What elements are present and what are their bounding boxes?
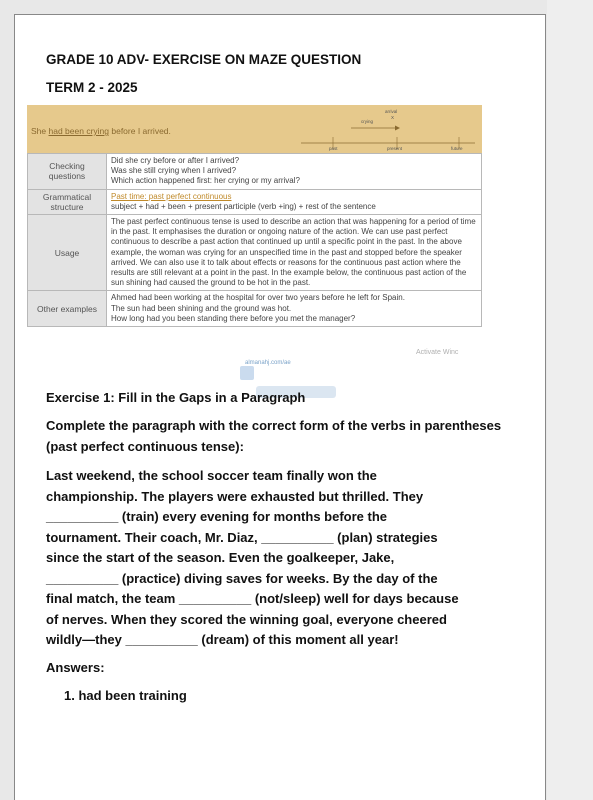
row-content (107, 291, 482, 327)
answers-label: Answers: (46, 660, 105, 675)
content-line: Ahmed had been working at the hospital for over two years before he left for Spain. (111, 293, 405, 303)
paragraph-line: final match, the team __________ (not/sleep) well for days because (46, 591, 459, 606)
row-label: Grammatical structure (28, 189, 107, 214)
exercise-paragraph (46, 466, 506, 651)
row-label: Other examples (28, 291, 107, 327)
table-row (28, 215, 482, 291)
paragraph-line: wildly—they __________ (dream) of this moment all year! (46, 632, 399, 647)
paragraph-line: __________ (practice) diving saves for weeks. By the day of the (46, 570, 438, 586)
content-line: The sun had been shining and the ground was hot. (111, 303, 292, 313)
row-label: Usage (28, 215, 107, 291)
table-row (28, 291, 482, 327)
content-line: subject + had + been + present participle (verb +ing) + rest of the sentence (111, 201, 376, 211)
example-sentence (31, 126, 171, 136)
row-content (107, 154, 482, 190)
content-line: Which action happened first: her crying or my arrival? (111, 176, 300, 186)
example-sentence-band (27, 105, 482, 153)
document-term: TERM 2 - 2025 (46, 80, 138, 95)
watermark-url: almanahj.com/ae (245, 360, 291, 366)
paragraph-line: of nerves. When they scored the winning goal, everyone cheered (46, 611, 447, 627)
document-title: GRADE 10 ADV- EXERCISE ON MAZE QUESTION (46, 52, 362, 67)
table-row (28, 189, 482, 214)
timeline-label-crying: crying (361, 119, 374, 124)
timeline-label-present: present (387, 146, 403, 151)
activate-windows-watermark: Activate Winc (416, 349, 459, 356)
timeline-label-future: future (451, 146, 463, 151)
paragraph-line: tournament. Their coach, Mr. Diaz, __________ (plan) strategies (46, 529, 438, 545)
sentence-post: before I arrived. (109, 126, 171, 136)
table-row (28, 154, 482, 190)
row-label: Checking questions (28, 154, 107, 190)
row-content (107, 189, 482, 214)
exercise-instruction: Complete the paragraph with the correct form of the verbs in parentheses (past perfect continuous tense): (46, 418, 502, 454)
timeline-label-x: X (391, 115, 395, 120)
paragraph-line: championship. The players were exhausted but thrilled. They (46, 488, 424, 504)
content-line: How long had you been standing there before you met the manager? (111, 313, 356, 323)
paragraph-line: since the start of the season. Even the goalkeeper, Jake, (46, 550, 395, 565)
content-line: Was she still crying when I arrived? (111, 166, 237, 176)
paragraph-line: __________ (train) every evening for months before the (46, 509, 388, 524)
row-content: The past perfect continuous tense is used to describe an action that was happening for a period of time in the past. It emphasises the duration or ongoing nature of the action. We can use past perfect continuous to describe a past action that continued up until a specific point in the past. In the above example, the woman was crying for an unspecified time in the past and stopped before the speaker arrived. We can also use it to talk about effects or reasons for the continuous past action where the results are still relevant at a point in the past. In the example below, the continuous past action of the sun shining had caused the ground to be hot in the past. (107, 215, 482, 291)
grammar-table (27, 153, 482, 327)
structure-title: Past time: past perfect continuous (111, 191, 232, 201)
timeline-diagram (295, 105, 480, 153)
exercise-heading: Exercise 1: Fill in the Gaps in a Paragraph (46, 390, 306, 405)
sentence-verb: had been crying (48, 126, 109, 136)
timeline-label-past: past (329, 146, 338, 151)
content-line: Did she cry before or after I arrived? (111, 156, 240, 165)
answer-item: 1. had been training (64, 688, 187, 703)
paragraph-line: Last weekend, the school soccer team finally won the (46, 468, 377, 483)
sentence-pre: She (31, 126, 49, 136)
viewer-background-strip (547, 0, 593, 800)
arrow-head-icon (395, 126, 400, 131)
timeline-label-arrival: arrival (385, 109, 398, 114)
